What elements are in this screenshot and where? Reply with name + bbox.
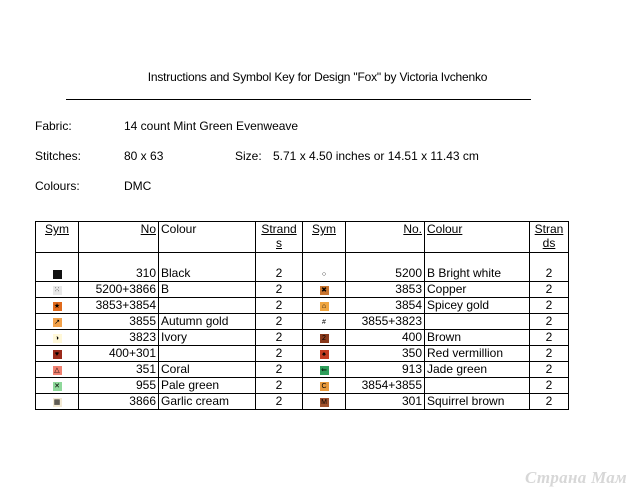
colour-name-cell-2 [425,314,530,330]
header-strands-2-line1: Stran [534,222,564,236]
table-row [36,362,569,378]
strands-cell: 2 [256,314,303,330]
colour-name-cell: Garlic cream [159,394,256,410]
table-row [36,330,569,346]
dmc-number-cell: 955 [79,378,159,394]
symbol-cell-2 [303,362,346,378]
symbol-cell-2 [303,394,346,410]
symbol-cell-2 [303,378,346,394]
dots-square-icon: ⁙ [54,286,60,294]
symbol-cell-2 [303,298,346,314]
header-strands [256,222,303,253]
header-strands-line1: Strand [261,222,297,236]
spade-on-red-icon: ♠ [320,350,329,359]
strands-cell: 2 [256,378,303,394]
arrow-on-gold-icon: ↗ [54,318,60,326]
x-on-pale-green-icon: ✕ [54,382,60,390]
document-title: Instructions and Symbol Key for Design "Fox" by Victoria Ivchenko [147,70,488,84]
symbol-cell [36,394,79,410]
dmc-number-cell-2: 301 [346,394,425,410]
colour-name-cell: Ivory [159,330,256,346]
dmc-number-cell-2: 5200 [346,266,425,282]
dmc-number-cell: 3853+3854 [79,298,159,314]
strands-cell: 2 [256,330,303,346]
arrow-left-on-green-icon: ⇐ [321,366,327,374]
title-divider [66,99,531,100]
strands-cell-2: 2 [530,298,569,314]
triangle-on-coral-icon: △ [54,366,60,374]
strands-cell: 2 [256,346,303,362]
dmc-number-cell-2: 400 [346,330,425,346]
fabric-value: 14 count Mint Green Evenweave [124,119,299,133]
header-strands-2 [530,222,569,253]
colour-name-cell-2: Squirrel brown [425,394,530,410]
strands-cell-2: 2 [530,346,569,362]
colour-name-cell: Black [159,266,256,282]
dmc-number-cell-2: 3854+3855 [346,378,425,394]
strands-cell: 2 [256,282,303,298]
strands-cell-2: 2 [530,394,569,410]
dmc-number-cell-2: 3853 [346,282,425,298]
symbol-cell [36,362,79,378]
table-header-row [36,222,569,253]
size-value: 5.71 x 4.50 inches or 14.51 x 11.43 cm [273,149,479,163]
table-row [36,298,569,314]
letter-c-on-orange-icon: C [321,382,327,390]
strands-cell: 2 [256,362,303,378]
table-spacer-row [36,253,569,267]
header-sym: Sym [36,222,79,253]
strands-cell: 2 [256,298,303,314]
dmc-number-cell: 400+301 [79,346,159,362]
circle-outline-icon: ○ [320,270,329,279]
header-strands-2-line2: ds [542,236,556,250]
symbol-cell-2 [303,282,346,298]
table-row [36,378,569,394]
colour-name-cell-2: Brown [425,330,530,346]
black-square-icon [53,270,62,279]
symbol-cell-2 [303,330,346,346]
colours-value: DMC [124,179,152,193]
header-sym-2: Sym [303,222,346,253]
symbol-cell [36,330,79,346]
dmc-number-cell: 351 [79,362,159,378]
dmc-number-cell: 3855 [79,314,159,330]
symbol-cell [36,298,79,314]
site-watermark: Страна Мам [524,468,627,487]
symbol-cell [36,282,79,298]
pattern-on-cream-icon: ▦ [53,398,61,406]
table-row [36,314,569,330]
colours-label: Colours: [35,179,80,193]
colour-name-cell-2: Spicey gold [425,298,530,314]
dmc-number-cell: 3823 [79,330,159,346]
header-colour-2: Colour [425,222,530,253]
colour-name-cell [159,346,256,362]
strands-cell-2: 2 [530,266,569,282]
strands-cell: 2 [256,394,303,410]
symbol-cell [36,314,79,330]
table-row [36,346,569,362]
header-colour: Colour [159,222,256,253]
symbol-cell-2 [303,346,346,362]
header-no: No [79,222,159,253]
table-row [36,282,569,298]
half-circle-on-ivory-icon: ◑ [53,334,62,343]
fabric-label: Fabric: [35,119,72,133]
strands-cell-2: 2 [530,282,569,298]
colour-name-cell: Autumn gold [159,314,256,330]
colour-name-cell-2: Jade green [425,362,530,378]
symbol-key-table [35,221,569,410]
colour-name-cell [159,298,256,314]
symbol-cell [36,378,79,394]
stitches-value: 80 x 63 [124,149,164,163]
heart-on-red-icon: ♥ [53,350,62,359]
strands-cell-2: 2 [530,378,569,394]
table-row [36,266,569,282]
header-strands-line2: s [276,236,282,250]
colour-name-cell-2: Red vermillion [425,346,530,362]
number-2-on-brown-icon: 2 [320,334,329,343]
dmc-number-cell: 3866 [79,394,159,410]
stitches-label: Stitches: [35,149,82,163]
strands-cell-2: 2 [530,362,569,378]
dmc-number-cell: 310 [79,266,159,282]
symbol-cell-2 [303,314,346,330]
colour-name-cell-2 [425,378,530,394]
colour-name-cell: B [159,282,256,298]
table-row [36,394,569,410]
dmc-number-cell-2: 3854 [346,298,425,314]
house-on-gold-icon: ⌂ [320,302,329,311]
colour-name-cell: Coral [159,362,256,378]
dmc-number-cell-2: 913 [346,362,425,378]
m-on-brown-icon: M [321,398,327,406]
size-label: Size: [235,149,262,163]
dmc-number-cell-2: 3855+3823 [346,314,425,330]
strands-cell-2: 2 [530,314,569,330]
header-no-2: No. [346,222,425,253]
strands-cell-2: 2 [530,330,569,346]
colour-name-cell: Pale green [159,378,256,394]
x-on-copper-icon: ✖ [321,286,327,294]
star-on-orange-icon: ★ [53,302,61,310]
hash-on-cream-icon: # [320,318,329,327]
symbol-cell [36,266,79,282]
dmc-number-cell-2: 350 [346,346,425,362]
colour-name-cell-2: Copper [425,282,530,298]
table-body [36,253,569,410]
dmc-number-cell: 5200+3866 [79,282,159,298]
symbol-cell-2 [303,266,346,282]
symbol-cell [36,346,79,362]
colour-name-cell-2: B Bright white [425,266,530,282]
strands-cell: 2 [256,266,303,282]
